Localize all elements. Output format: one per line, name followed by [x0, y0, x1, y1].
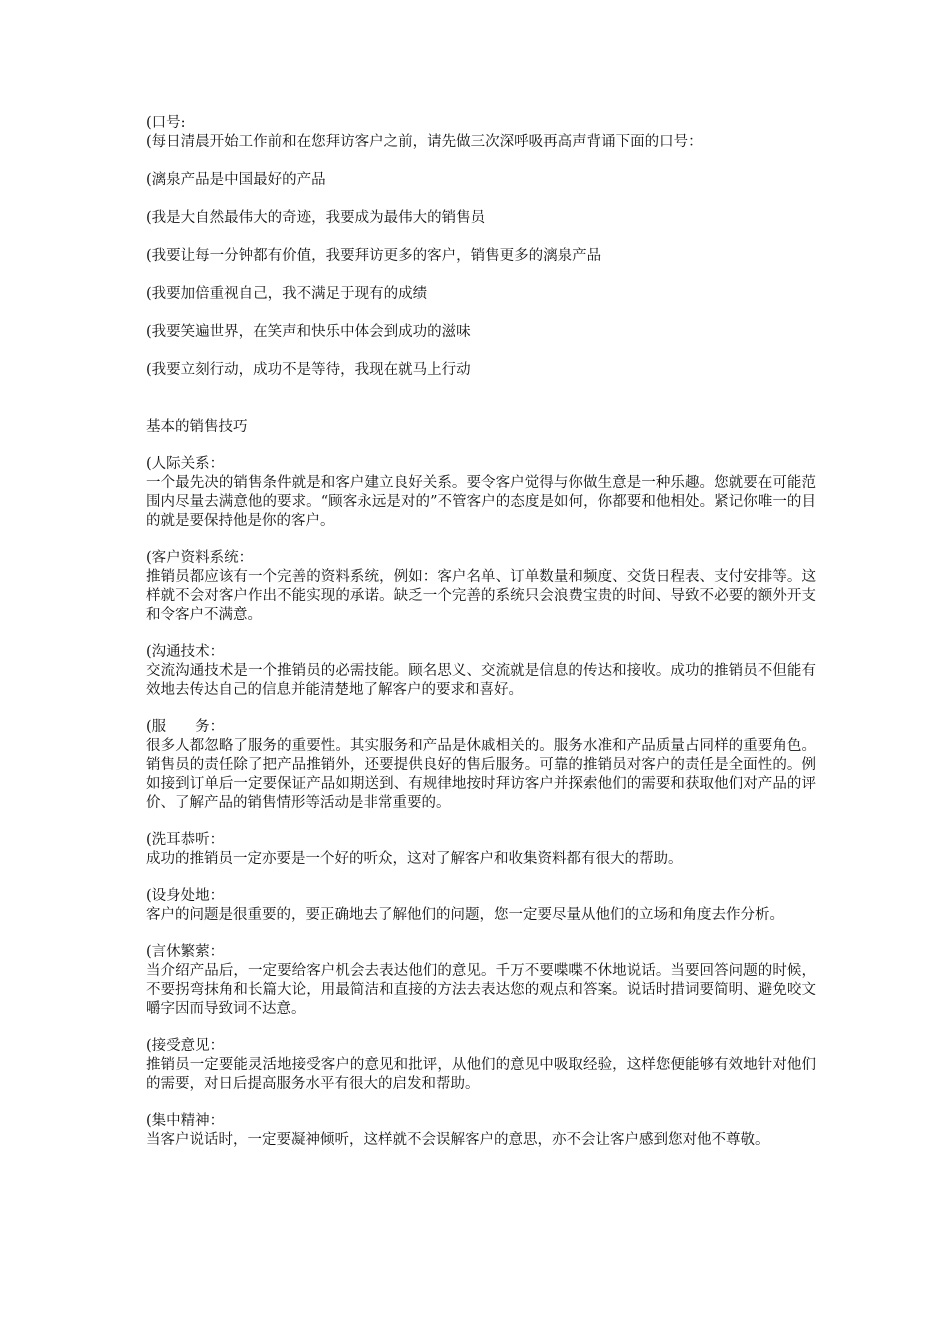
skill-heading: (沟通技术： [146, 644, 225, 660]
skill-body: 推销员都应该有一个完善的资料系统，例如：客户名单、订单数量和频度、交货日程表、支付安排等。这样就不会对客户作出不能实现的承诺。缺乏一个完善的系统只会浪费宝贵的时间、导致不必要的额外开支和令客户不满意。 [146, 569, 816, 623]
skill-item [146, 943, 816, 1019]
skill-body: 推销员一定要能灵活地接受客户的意见和批评，从他们的意见中吸取经验，这样您便能够有效地针对他们的需要，对日后提高服务水平有很大的启发和帮助。 [146, 1057, 816, 1092]
skill-heading: (集中精神： [146, 1113, 225, 1129]
skill-item [146, 643, 816, 700]
skill-item [146, 887, 816, 925]
slogan-section [146, 114, 816, 380]
skill-item [146, 549, 816, 625]
section-title: 基本的销售技巧 [146, 419, 248, 435]
skill-body: 很多人都忽略了服务的重要性。其实服务和产品是休戚相关的。服务水准和产品质量占同样的重要角色。销售员的责任除了把产品推销外，还要提供良好的售后服务。可靠的推销员对客户的责任是全面性的。例如接到订单后一定要保证产品如期送到、有规律地按时拜访客户并探索他们的需要和获取他们对产品的评价、了解产品的销售情形等活动是非常重要的。 [146, 738, 816, 811]
skill-body: 交流沟通技术是一个推销员的必需技能。顾名思义、交流就是信息的传达和接收。成功的推销员不但能有效地去传达自己的信息并能清楚地了解客户的要求和喜好。 [146, 663, 816, 698]
slogan-line: (我要加倍重视自己，我不满足于现有的成绩 [146, 286, 428, 302]
skill-heading: (服 务： [146, 719, 225, 735]
skill-body: 一个最先决的销售条件就是和客户建立良好关系。要令客户觉得与你做生意是一种乐趣。您就要在可能范围内尽量去满意他的要求。“顾客永远是对的”不管客户的态度是如何，你都要和他相处。紧记你唯一的目的就是要保持他是你的客户。 [146, 475, 816, 529]
skill-heading: (客户资料系统： [146, 550, 254, 566]
skills-section [146, 418, 816, 1150]
skill-heading: (言休繁萦： [146, 944, 225, 960]
skill-item [146, 455, 816, 531]
slogan-line: (漓泉产品是中国最好的产品 [146, 172, 326, 188]
skill-item [146, 1112, 816, 1150]
slogan-line: (我要让每一分钟都有价值，我要拜访更多的客户，销售更多的漓泉产品 [146, 248, 602, 264]
slogan-label: (口号: [146, 115, 186, 131]
slogan-line: (我要笑遍世界，在笑声和快乐中体会到成功的滋味 [146, 324, 471, 340]
skill-body: 成功的推销员一定亦要是一个好的听众，这对了解客户和收集资料都有很大的帮助。 [146, 851, 683, 867]
slogan-line: (我是大自然最伟大的奇迹，我要成为最伟大的销售员 [146, 210, 486, 226]
document-content [146, 114, 816, 1150]
skill-item [146, 718, 816, 813]
skill-body: 当客户说话时，一定要凝神倾听，这样就不会误解客户的意思，亦不会让客户感到您对他不尊敬。 [146, 1132, 770, 1148]
skill-heading: (人际关系： [146, 456, 225, 472]
skill-heading: (设身处地： [146, 888, 225, 904]
skill-heading: (接受意见： [146, 1038, 225, 1054]
slogan-line: (我要立刻行动，成功不是等待，我现在就马上行动 [146, 362, 471, 378]
skill-body: 当介绍产品后，一定要给客户机会去表达他们的意见。千万不要喋喋不休地说话。当要回答问题的时候，不要拐弯抹角和长篇大论，用最简洁和直接的方法去表达您的观点和答案。说话时措词要简明、避免咬文嚼字因而导致词不达意。 [146, 963, 816, 1017]
skill-heading: (洗耳恭听： [146, 832, 225, 848]
skill-body: 客户的问题是很重要的，要正确地去了解他们的问题，您一定要尽量从他们的立场和角度去作分析。 [146, 907, 784, 923]
skill-item [146, 831, 816, 869]
slogan-intro: (每日清晨开始工作前和在您拜访客户之前，请先做三次深呼吸再高声背诵下面的口号： [146, 134, 703, 150]
skill-item [146, 1037, 816, 1094]
